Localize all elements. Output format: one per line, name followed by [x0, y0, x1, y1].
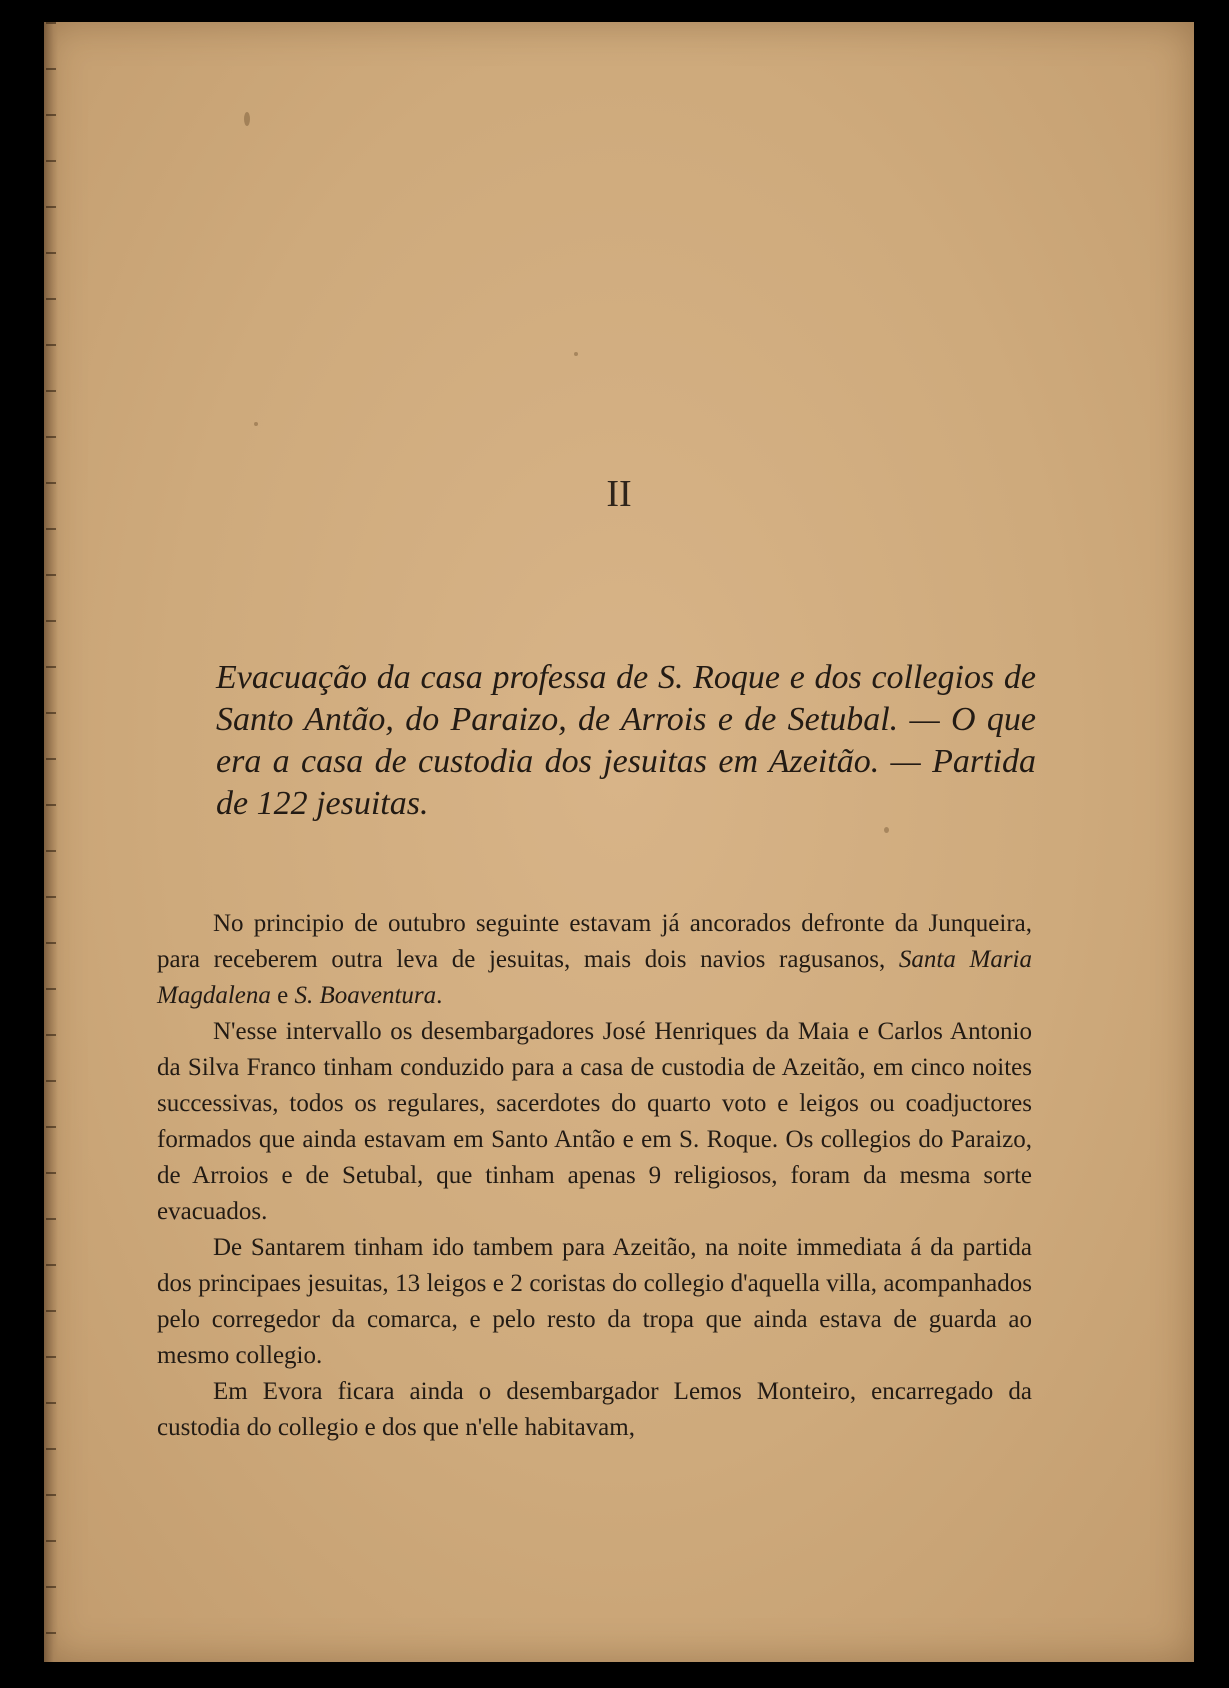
ship-name: S. Boaventura: [294, 982, 437, 1009]
paragraph-text: .: [436, 982, 443, 1009]
paragraph: Em Evora ficara ainda o desembargador Lemos Monteiro, encarregado da custodia do collegio e dos que n'elle habitavam,: [157, 1378, 1032, 1441]
paragraph: N'esse intervallo os desembargadores José Henriques da Maia e Carlos Antonio da Silva Franco tinham conduzido para a casa de custodia de Azeitão, em cinco noites successivas, todos os regulares, sacerdotes do quarto voto e leigos ou coadjuctores formados que ainda estavam em Santo Antão e em S. Roque. Os collegios do Paraizo, de Arroios e de Setubal, que tinham apenas 9 religiosos, foram da mesma sorte evacuados.: [157, 1018, 1032, 1225]
paragraph: De Santarem tinham ido tambem para Azeitão, na noite immediata á da partida dos principaes jesuitas, 13 leigos e 2 coristas do collegio d'aquella villa, acompanhados pelo corregedor da comarca, e pelo resto da tropa que ainda estava de guarda ao mesmo collegio.: [157, 1234, 1032, 1369]
body-text: [157, 906, 1032, 1446]
paper-sheet: [44, 22, 1194, 1662]
paragraph: [157, 906, 1032, 1014]
foxing-spot: [254, 422, 258, 426]
chapter-summary: Evacuação da casa professa de S. Roque e dos collegios de Santo Antão, do Paraizo, de Arrois e de Setubal. — O que era a casa de custodia dos jesuitas em Azeitão. — Partida de 122 jesuitas.: [216, 659, 1036, 822]
paragraph-text: No principio de outubro seguinte estavam já ancorados defronte da Junqueira, para receberem outra leva de jesuitas, mais dois navios ragusanos,: [157, 910, 1032, 973]
binding-stitches: [46, 22, 56, 1662]
foxing-spot: [884, 827, 889, 833]
foxing-spot: [574, 352, 578, 356]
chapter-number: II: [606, 473, 632, 515]
paragraph-text: e: [270, 982, 295, 1009]
ship-name: Santa Maria Magdalena: [157, 946, 1032, 1009]
foxing-spot: [244, 112, 250, 126]
